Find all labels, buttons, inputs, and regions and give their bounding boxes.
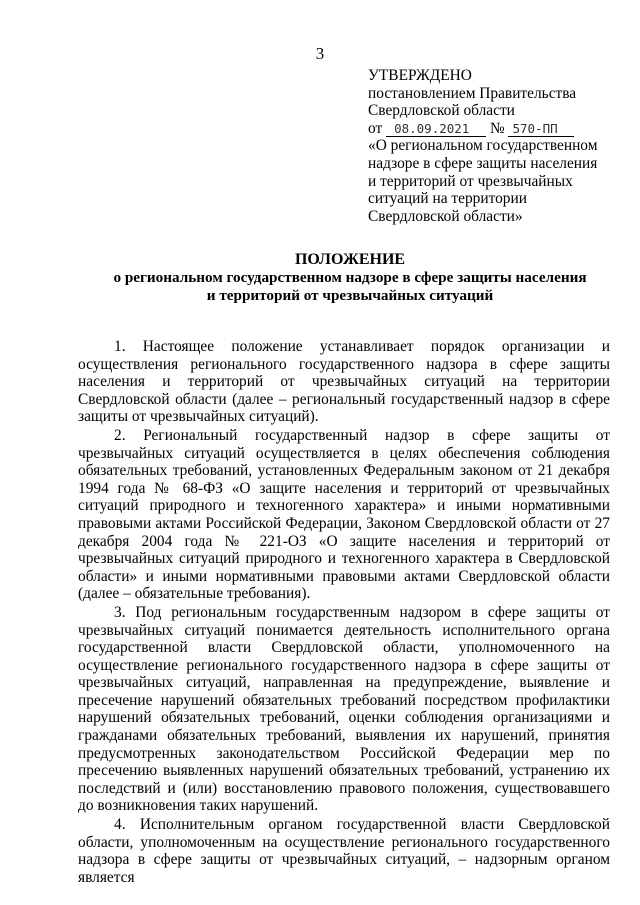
paragraph-2: 2. Региональный государственный надзор в сфере защиты от чрезвычайных ситуаций осуществляется в целях обеспечения соблюдения обязательных требований, установленных Федеральным законом от 21 декабря 1994 года № 68-ФЗ «О защите населения и территорий от чрезвычайных ситуаций природного и техногенного характера» и иными нормативными правовыми актами Российской Федерации, Законом Свердловской области от 27 декабря 2004 года № 221-ОЗ «О защите населения и территорий от чрезвычайных ситуаций природного и техногенного характера в Свердловской области» и иными нормативными правовыми актами Свердловской области (далее – обязательные требования).: [78, 426, 610, 603]
approval-quote-line: надзоре в сфере защиты населения: [368, 154, 598, 172]
approval-line-1: постановлением Правительства: [368, 84, 577, 102]
document-title-sub-1: о региональном государственном надзоре в сфере защиты населения: [113, 269, 587, 286]
from-label: от: [368, 119, 383, 137]
document-title-sub-2: и территорий от чрезвычайных ситуаций: [206, 286, 494, 304]
document-title: [60, 250, 640, 304]
approval-date: 08.09.2021: [386, 122, 486, 137]
approval-quote-line: «О региональном государственном: [368, 137, 598, 155]
approval-date-number-line: [368, 120, 630, 138]
approval-quote-line: и территорий от чрезвычайных: [368, 172, 573, 190]
approval-line-2: Свердловской области: [368, 102, 515, 120]
document-title-main: ПОЛОЖЕНИЕ: [294, 251, 406, 268]
number-label: №: [489, 119, 505, 137]
paragraph-1: 1. Настоящее положение устанавливает порядок организации и осуществления регионального государственного надзора в сфере защиты населения и территорий от чрезвычайных ситуаций на территории Свердловской области (далее – региональный государственный надзор в сфере защиты от чрезвычайных ситуаций).: [78, 338, 610, 426]
approval-block: [368, 67, 630, 225]
page-number: 3: [315, 44, 325, 63]
approval-quote-line: Свердловской области»: [368, 207, 523, 225]
approval-heading: УТВЕРЖДЕНО: [368, 67, 472, 84]
paragraph-4: 4. Исполнительным органом государственной власти Свердловской области, уполномоченным на осуществление регионального государственного надзора в сфере защиты от чрезвычайных ситуаций, – надзорным органом является: [78, 816, 610, 886]
approval-number: 570-ПП: [508, 122, 574, 137]
approval-quote-line: ситуаций на территории: [368, 190, 527, 208]
paragraph-3: 3. Под региональным государственным надзором в сфере защиты от чрезвычайных ситуаций понимается деятельность исполнительного органа государственной власти Свердловской области, уполномоченного на осуществление регионального государственного надзора в сфере защиты от чрезвычайных ситуаций, направленная на предупреждение, выявление и пресечение нарушений обязательных требований посредством профилактики нарушений обязательных требований, оценки соблюдения организациями и гражданами обязательных требований, выявления их нарушений, принятия предусмотренных законодательством Российской Федерации мер по пресечению выявленных нарушений обязательных требований, устранению их последствий и (или) восстановлению правового положения, существовавшего до возникновения таких нарушений.: [78, 603, 610, 815]
document-body: [78, 338, 610, 887]
